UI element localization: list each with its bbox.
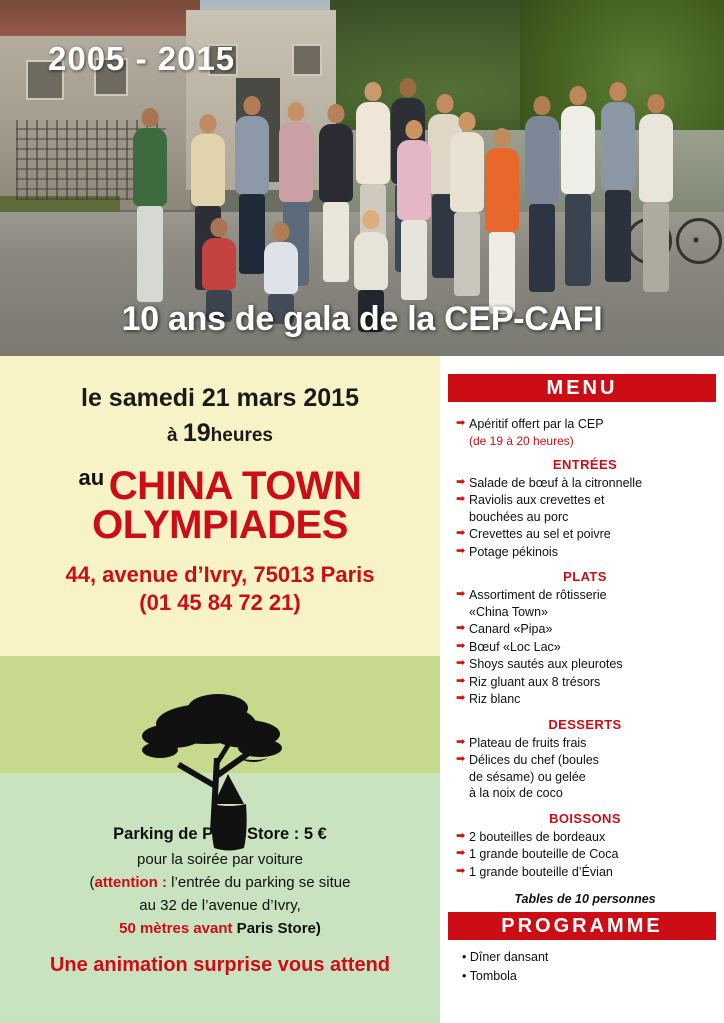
venue-phone: (01 45 84 72 21) — [139, 590, 301, 615]
parking-attention-label: attention : — [94, 873, 168, 891]
arrow-icon: ➡ — [456, 735, 466, 748]
menu-item-label: Délices du chef (boules — [469, 753, 599, 767]
parking-line-4: au 32 de l’avenue d’Ivry, — [139, 897, 301, 915]
arrow-icon: ➡ — [456, 493, 466, 505]
programme-item: • Dîner dansant — [462, 950, 549, 964]
arrow-icon: ➡ — [456, 864, 466, 877]
parking-distance-highlight: 50 mètres avant — [119, 920, 233, 938]
menu-item-label: Assortiment de rôtisserie — [469, 588, 607, 602]
parking-info — [0, 822, 440, 941]
photo-banner — [0, 0, 724, 356]
menu-aperitif-label: Apéritif offert par la CEP — [469, 417, 604, 431]
menu-item — [456, 621, 714, 638]
menu-item — [456, 544, 714, 561]
programme-heading-banner — [448, 912, 716, 940]
menu-item-label: 2 bouteilles de bordeaux — [469, 829, 606, 844]
menu-section-title-desserts: DESSERTS — [548, 716, 622, 732]
arrow-icon: ➡ — [456, 639, 466, 652]
menu-item-label: 1 grande bouteille de Coca — [469, 847, 619, 861]
venue-name-line1: CHINA TOWN — [108, 464, 362, 508]
banner-year-range: 2005 - 2015 — [48, 40, 236, 77]
arrow-icon: ➡ — [456, 544, 466, 557]
arrow-icon: ➡ — [456, 588, 466, 600]
menu-item — [456, 846, 714, 863]
programme-body — [440, 940, 724, 986]
menu-item — [456, 639, 714, 656]
menu-item-label: Potage pékinois — [469, 544, 558, 559]
menu-item-label: Shoys sautés aux pleurotes — [469, 657, 623, 671]
arrow-icon: ➡ — [456, 622, 466, 634]
arrow-icon: ➡ — [456, 674, 466, 687]
parking-line-3 — [0, 871, 440, 894]
menu-item — [456, 587, 714, 620]
event-date: le samedi 21 mars 2015 — [81, 384, 359, 412]
event-time-prefix: à — [167, 425, 183, 446]
menu-heading-banner — [448, 374, 716, 402]
arrow-icon: ➡ — [456, 692, 466, 704]
arrow-icon: ➡ — [456, 753, 466, 765]
tables-note: Tables de 10 personnes — [514, 892, 656, 906]
menu-item-label-cont-2: à la noix de coco — [469, 786, 563, 800]
menu-item-label-cont: «China Town» — [469, 604, 548, 619]
arrow-icon: ➡ — [456, 527, 466, 539]
right-column — [440, 356, 724, 1023]
event-time-suffix: heures — [210, 425, 273, 446]
arrow-icon: ➡ — [456, 847, 466, 859]
menu-item — [456, 656, 714, 673]
banner-title: 10 ans de gala de la CEP-CAFI — [121, 300, 603, 338]
photo-roof — [0, 0, 200, 36]
venue-prefix: au — [78, 465, 105, 490]
venue-address: 44, avenue d’Ivry, 75013 Paris — [65, 562, 375, 587]
parking-line-1: Parking de Paris Store : 5 € — [113, 825, 327, 843]
menu-item-label: Riz gluant aux 8 trésors — [469, 674, 601, 689]
menu-item — [456, 674, 714, 691]
menu-item-label: Crevettes au sel et poivre — [469, 527, 611, 541]
menu-section-title-entrees: ENTRÉES — [552, 456, 618, 472]
arrow-icon: ➡ — [456, 475, 466, 488]
menu-item-label: Canard «Pipa» — [469, 622, 553, 636]
menu-item — [456, 492, 714, 525]
parking-line-3-rest: l’entrée du parking se situe — [167, 873, 351, 891]
arrow-icon: ➡ — [456, 417, 466, 429]
arrow-icon: ➡ — [456, 657, 466, 669]
venue-name-line2: OLYMPIADES — [92, 503, 348, 547]
menu-item-label: Bœuf «Loc Lac» — [469, 639, 561, 654]
parking-line-5-rest: Paris Store) — [232, 920, 321, 938]
menu-item — [456, 526, 714, 543]
event-details-panel — [0, 356, 440, 656]
menu-item-label-cont: de sésame) ou gelée — [469, 769, 586, 784]
menu-item-label-cont: bouchées au porc — [469, 509, 569, 524]
menu-item-label: Plateau de fruits frais — [469, 735, 587, 750]
menu-aperitif-item — [456, 416, 714, 433]
menu-item — [456, 735, 714, 752]
menu-item-label: Salade de bœuf à la citronnelle — [469, 475, 643, 490]
arrow-icon: ➡ — [456, 829, 466, 842]
menu-item-label: Raviolis aux crevettes et — [469, 493, 605, 507]
left-column — [0, 356, 440, 1023]
surprise-animation-note: Une animation surprise vous attend — [49, 954, 391, 976]
event-time-number: 19 — [182, 419, 211, 447]
parking-paren-open: ( — [89, 873, 95, 891]
menu-item — [456, 829, 714, 846]
menu-item — [456, 691, 714, 708]
parking-line-2: pour la soirée par voiture — [137, 850, 303, 868]
menu-section-title-plats: PLATS — [563, 569, 607, 584]
menu-item-label: 1 grande bouteille d’Évian — [469, 864, 613, 879]
programme-heading-text: PROGRAMME — [501, 914, 663, 937]
menu-item-label: Riz blanc — [469, 692, 521, 706]
menu-aperitif-note: (de 19 à 20 heures) — [469, 433, 574, 448]
programme-item: • Tombola — [462, 968, 517, 983]
parking-line-5 — [0, 917, 440, 940]
menu-item — [456, 864, 714, 881]
event-time — [0, 419, 440, 448]
menu-body — [440, 402, 724, 906]
menu-heading-text: MENU — [546, 376, 618, 399]
menu-item — [456, 475, 714, 492]
menu-section-title-boissons: BOISSONS — [549, 810, 621, 826]
venue-block — [0, 464, 440, 548]
menu-item — [456, 752, 714, 802]
